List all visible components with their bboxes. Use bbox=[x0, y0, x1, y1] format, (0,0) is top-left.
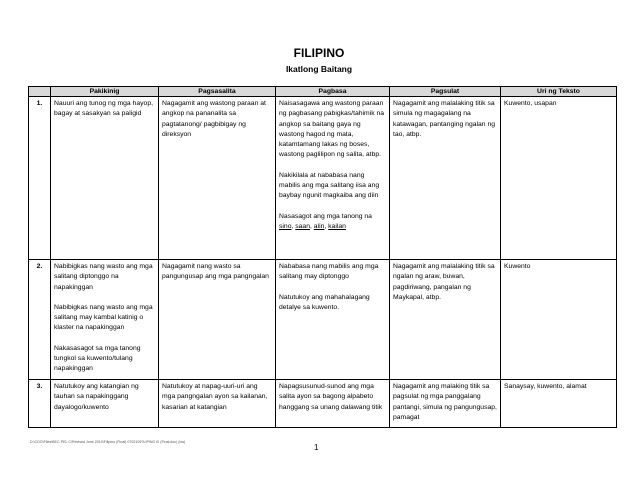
header-pagsasalita: Pagsasalita bbox=[159, 87, 276, 97]
curriculum-table bbox=[28, 86, 617, 428]
cell-text: Nakikilala at nababasa nang mabilis ang mga salitang iisa ang baybay ngunit magkaiba ang diin bbox=[279, 171, 380, 200]
row-number: 3. bbox=[29, 380, 51, 428]
cell-text: Nasasagot ang mga tanong na sino, saan, alin, kailan bbox=[279, 212, 372, 230]
cell-text: Nagagamit ang malalaking titik sa ngalan ng araw, buwan, pagdiriwang, pangalan ng Maykapal, atbp. bbox=[393, 263, 495, 301]
table-row bbox=[29, 97, 617, 260]
row-number: 2. bbox=[29, 260, 51, 380]
header-uri-ng-teksto: Uri ng Teksto bbox=[501, 87, 617, 97]
question-prompt: Nasasagot ang mga tanong na bbox=[279, 212, 372, 220]
cell-pakikinig bbox=[51, 380, 159, 428]
cell-pakikinig bbox=[51, 260, 159, 380]
cell-uri-ng-teksto bbox=[501, 380, 617, 428]
cell-pakikinig bbox=[51, 97, 159, 260]
cell-pagsulat bbox=[390, 97, 501, 260]
cell-pagsulat bbox=[390, 260, 501, 380]
cell-text: Nabibigkas nang wasto ang mga salitang may kambal katinig o klaster na napakinggan bbox=[54, 303, 153, 332]
cell-text: Nakasasagot sa mga tanong tungkol sa kuwento/tulang napakinggan bbox=[54, 344, 141, 373]
header-pagsulat: Pagsulat bbox=[390, 87, 501, 97]
cell-text: Nagagamit nang wasto sa pangungusap ang mga pangngalan bbox=[162, 263, 269, 281]
cell-pagsasalita bbox=[159, 260, 276, 380]
cell-text: Kuwento, usapan bbox=[504, 100, 557, 107]
cell-text: Nabibigkas nang wasto ang mga salitang diptonggo na napakinggan bbox=[54, 263, 153, 291]
table-header-row bbox=[29, 87, 617, 97]
footer-file-path: D:\CDO\Files\BEC-PEL C\Revised June 2010\Filipino (Final) 070210\FILIPINO III (Final.doc) (bw) bbox=[30, 440, 186, 444]
header-number bbox=[29, 87, 51, 97]
cell-text: Nagagamit ang malaking titik sa pagsulat ng mga panggalang pantangi, simula ng pangungusap, pamagat bbox=[393, 383, 497, 421]
cell-pagbasa bbox=[276, 97, 390, 260]
cell-text: Natutukoy at napag-uuri-uri ang mga pangngalan ayon sa kailanan, kasarian at katangian bbox=[162, 383, 268, 411]
question-word-kailan: kailan bbox=[328, 222, 346, 230]
page-number: 1 bbox=[314, 443, 319, 452]
question-word-saan: saan bbox=[295, 222, 310, 230]
cell-text: Nababasa nang mabilis ang mga salitang may diptonggo bbox=[279, 263, 379, 281]
cell-pagbasa bbox=[276, 260, 390, 380]
cell-pagsasalita bbox=[159, 380, 276, 428]
row-number: 1. bbox=[29, 97, 51, 260]
cell-uri-ng-teksto bbox=[501, 97, 617, 260]
cell-text: Natutukoy ang mahahalagang detalye sa kuwento. bbox=[279, 293, 370, 311]
cell-text: Naisasagawa ang wastong paraan ng pagbasang pabigkas/tahimik na angkop sa baitang gaya ng wastong hagod ng mata, katamtamang lakas ng boses, wastong paglilipon ng salita, atbp. bbox=[279, 100, 385, 159]
table-row bbox=[29, 260, 617, 380]
question-word-alin: alin bbox=[313, 222, 325, 230]
document-subtitle: Ikatlong Baitang bbox=[285, 64, 353, 74]
cell-text: Kuwento bbox=[504, 263, 531, 270]
header-pagbasa: Pagbasa bbox=[276, 87, 390, 97]
question-word-sino: sino bbox=[279, 222, 292, 230]
cell-text: Sanaysay, kuwento, alamat bbox=[504, 383, 587, 390]
cell-pagbasa bbox=[276, 380, 390, 428]
cell-text: Napagsusunud-sunod ang mga salita ayon sa bagong alpabeto hanggang sa unang dalawang titik bbox=[279, 383, 383, 411]
cell-text: Nagagamit ang wastong paraan at angkop na pananalita sa pagtatanong/ pagbibigay ng direksyon bbox=[162, 100, 266, 138]
cell-text: Nauuri ang tunog ng mga hayop, bagay at sasakyan sa paligid bbox=[54, 100, 154, 118]
cell-pagsasalita bbox=[159, 97, 276, 260]
document-title: FILIPINO bbox=[293, 46, 345, 60]
cell-text: Natutukoy ang katangian ng tauhan sa napakinggang dayalogo/kuwento bbox=[54, 383, 139, 411]
table-row bbox=[29, 380, 617, 428]
cell-pagsulat bbox=[390, 380, 501, 428]
header-pakikinig: Pakikinig bbox=[51, 87, 159, 97]
cell-text: Nagagamit ang malalaking titik sa simula ng magagalang na katawagan, pantanging ngalan ng tao, atbp. bbox=[393, 100, 496, 138]
cell-uri-ng-teksto bbox=[501, 260, 617, 380]
